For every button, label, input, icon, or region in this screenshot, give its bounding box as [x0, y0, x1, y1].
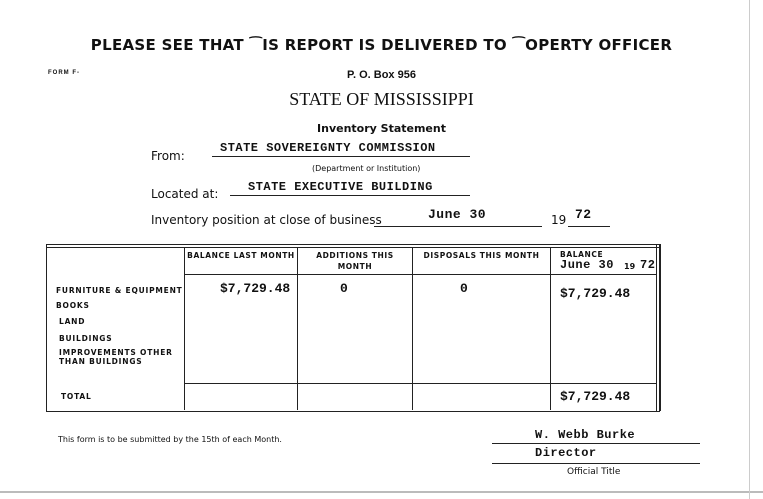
furniture-balance-last: $7,729.48 [220, 281, 291, 296]
col-balance-year: 72 [640, 258, 656, 272]
header-row-line [184, 274, 656, 275]
located-value: STATE EXECUTIVE BUILDING [248, 180, 433, 194]
scan-bottom-edge [0, 491, 763, 493]
from-label: From: [151, 149, 185, 163]
banner-instruction: PLEASE SEE THAT ⁀IS REPORT IS DELIVERED TO ⁀OPERTY OFFICER [90, 36, 673, 54]
table-border-inner [656, 244, 657, 411]
located-line [230, 195, 470, 196]
col-divider [297, 247, 298, 410]
row-total: TOTAL [61, 392, 92, 401]
title-line [492, 463, 700, 464]
position-date: June 30 [428, 207, 487, 222]
state-title: STATE OF MISSISSIPPI [289, 89, 474, 109]
total-balance: $7,729.48 [560, 389, 631, 404]
row-furniture: FURNITURE & EQUIPMENT [56, 286, 183, 295]
col-additions: ADDITIONS THIS MONTH [316, 251, 394, 271]
position-line [374, 226, 542, 227]
signer-title: Director [535, 446, 597, 460]
table-border-outer [660, 244, 661, 411]
from-caption: (Department or Institution) [312, 164, 421, 173]
year-prefix: 19 [551, 213, 567, 227]
year-value: 72 [575, 207, 592, 222]
row-buildings: BUILDINGS [59, 334, 113, 343]
page-title: Inventory Statement [317, 122, 446, 135]
submission-note: This form is to be submitted by the 15th of each Month. [58, 435, 282, 444]
signer-name: W. Webb Burke [535, 428, 636, 442]
col-balance-year-prefix: 19 [624, 262, 636, 271]
furniture-disposals: 0 [460, 281, 468, 296]
col-balance-last: BALANCE LAST MONTH [187, 251, 295, 260]
located-label: Located at: [151, 187, 219, 201]
table-top-double [46, 247, 660, 248]
total-row-line [184, 383, 656, 384]
row-land: LAND [59, 317, 86, 326]
col-balance: BALANCE [560, 250, 604, 259]
from-value: STATE SOVEREIGNTY COMMISSION [220, 141, 436, 155]
col-balance-date: June 30 [560, 258, 614, 272]
col-divider [184, 247, 185, 410]
scan-right-edge [749, 0, 750, 499]
po-box: P. O. Box 956 [347, 69, 416, 81]
from-line [212, 156, 470, 157]
signer-line [492, 443, 700, 444]
furniture-additions: 0 [340, 281, 348, 296]
row-improvements: IMPROVEMENTS OTHER THAN BUILDINGS [59, 348, 173, 366]
furniture-balance: $7,729.48 [560, 286, 631, 301]
col-divider [550, 247, 551, 410]
official-title-caption: Official Title [567, 467, 621, 477]
position-label: Inventory position at close of business [151, 213, 382, 227]
col-disposals: DISPOSALS THIS MONTH [423, 251, 540, 260]
col-divider [412, 247, 413, 410]
row-books: BOOKS [56, 301, 90, 310]
form-number: FORM F- [48, 70, 80, 76]
year-line [568, 226, 610, 227]
